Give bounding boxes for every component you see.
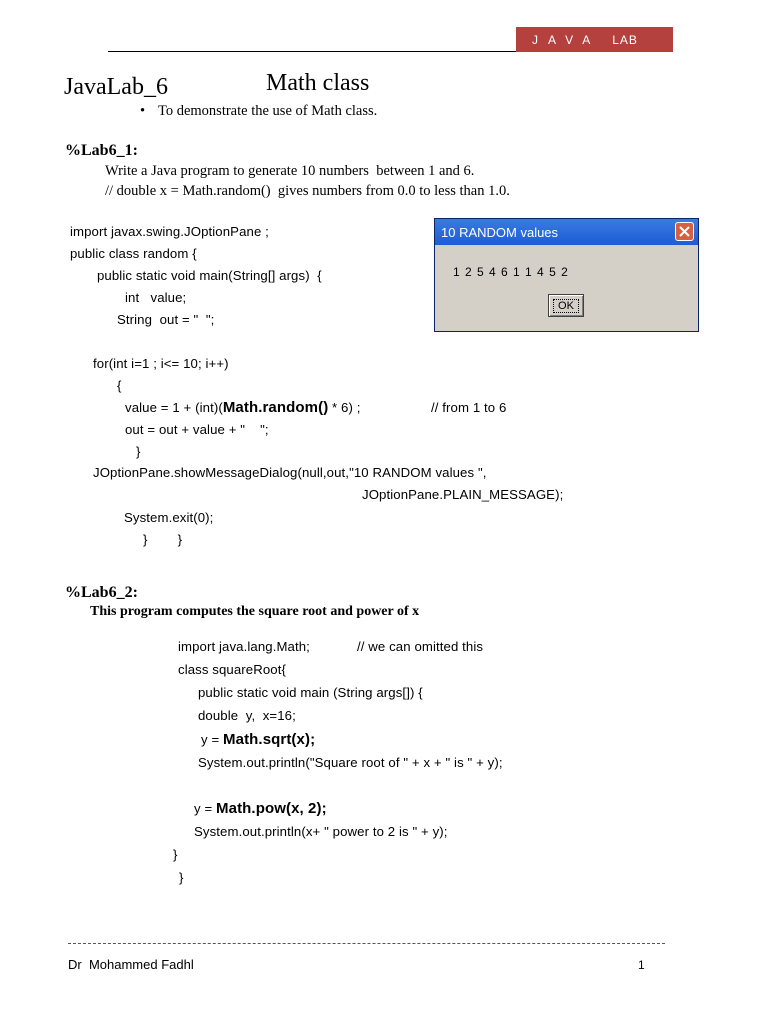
code-comment: // we can omitted this	[357, 639, 484, 654]
random-values-dialog	[434, 218, 699, 332]
header-rule	[108, 51, 516, 52]
code-line: System.out.println(x+ " power to 2 is " + y);	[194, 824, 448, 839]
close-icon[interactable]	[675, 222, 694, 241]
dialog-title: 10 RANDOM values	[441, 225, 559, 240]
objective-bullet: •	[140, 103, 146, 119]
dialog-titlebar	[435, 219, 698, 245]
footer-author: Dr Mohammed Fadhl	[68, 957, 194, 972]
code-line: System.exit(0);	[124, 510, 214, 525]
code-line: value = 1 + (int)(Math.random() * 6) ;	[125, 399, 361, 416]
lab2-subtitle: This program computes the square root and power of x	[90, 604, 420, 619]
code-line: int value;	[125, 290, 187, 305]
code-line: for(int i=1 ; i<= 10; i++)	[93, 356, 229, 371]
code-line: public class random {	[70, 246, 197, 261]
code-line: String out = " ";	[117, 312, 215, 327]
code-line: } }	[143, 532, 183, 547]
code-comment: // from 1 to 6	[431, 400, 507, 415]
code-line: }	[136, 444, 141, 459]
code-line: {	[117, 378, 122, 393]
page-number: 1	[638, 958, 645, 972]
code-line: System.out.println("Square root of " + x + " is " + y);	[198, 755, 503, 770]
code-line: class squareRoot{	[178, 662, 286, 677]
lab-id: JavaLab_6	[64, 74, 168, 100]
brand-lab: LAB	[612, 32, 638, 47]
lab2-heading: %Lab6_2:	[65, 584, 138, 601]
lab1-desc-1: Write a Java program to generate 10 numbers between 1 and 6.	[105, 163, 475, 179]
code-line: public static void main(String[] args) {	[97, 268, 322, 283]
code-line: double y, x=16;	[198, 708, 296, 723]
code-line: y = Math.sqrt(x);	[201, 731, 316, 748]
code-line: JOptionPane.PLAIN_MESSAGE);	[362, 487, 564, 502]
code-line: out = out + value + " ";	[125, 422, 269, 437]
math-pow-call: Math.pow(x, 2);	[216, 800, 327, 817]
ok-button[interactable]: OK	[548, 294, 584, 317]
objective-text: To demonstrate the use of Math class.	[158, 103, 378, 119]
code-line: JOptionPane.showMessageDialog(null,out,"10 RANDOM values ",	[93, 465, 487, 480]
header-brand-tab	[516, 27, 673, 52]
footer-rule	[68, 943, 665, 944]
code-line: import javax.swing.JOptionPane ;	[70, 224, 269, 239]
lab1-heading: %Lab6_1:	[65, 142, 138, 159]
code-line: public static void main (String args[]) {	[198, 685, 423, 700]
code-line: y = Math.pow(x, 2);	[194, 800, 327, 817]
math-sqrt-call: Math.sqrt(x);	[223, 731, 316, 748]
dialog-message: 1 2 5 4 6 1 1 4 5 2	[453, 265, 569, 279]
code-line: }	[173, 847, 178, 862]
lab1-desc-2: // double x = Math.random() gives numbers from 0.0 to less than 1.0.	[105, 183, 510, 199]
code-line: }	[179, 870, 184, 885]
code-line: import java.lang.Math;	[178, 639, 310, 654]
brand-java: JAVA	[532, 32, 601, 47]
math-random-call: Math.random()	[222, 399, 329, 416]
page-title: Math class	[266, 70, 370, 96]
